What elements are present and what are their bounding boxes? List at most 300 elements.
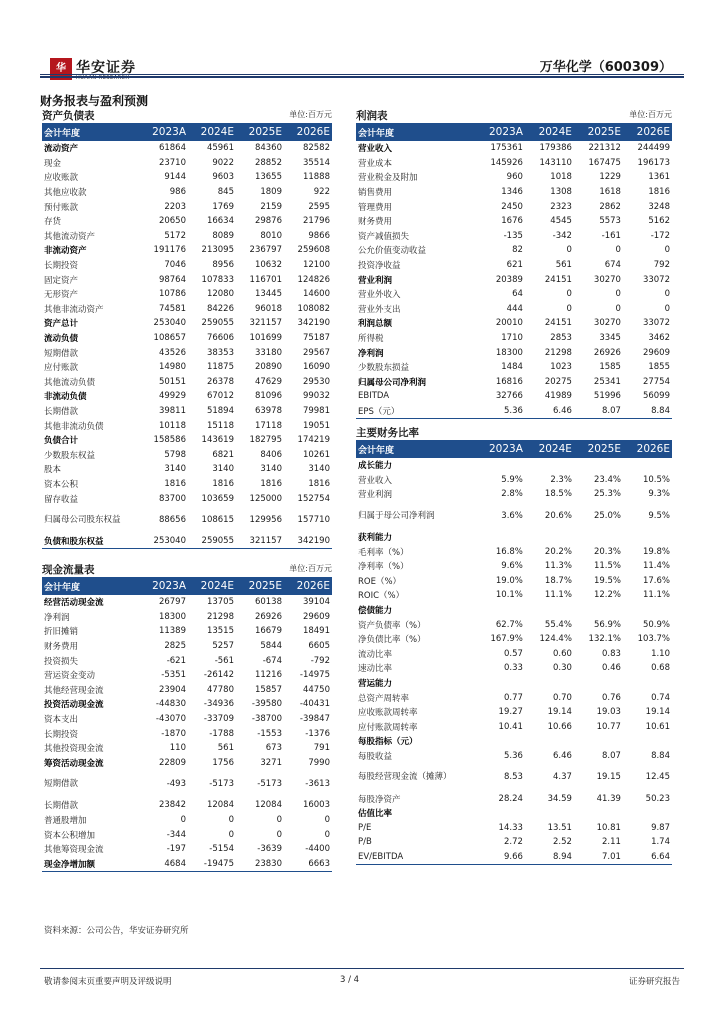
table-cell: -161 <box>601 230 621 241</box>
income-statement-title-text: 利润表 <box>356 110 388 122</box>
table-cell: 13.51 <box>547 822 572 833</box>
table-row <box>356 559 672 574</box>
table-cell: 2.72 <box>503 837 523 848</box>
table-cell: 0 <box>566 289 572 300</box>
table-cell: 10.1% <box>495 590 523 601</box>
table-cell: 19.15 <box>596 772 621 783</box>
table-cell: -3613 <box>305 779 330 790</box>
table-cell: 16003 <box>302 800 330 811</box>
table-cell: 64 <box>512 289 523 300</box>
table-cell: 158586 <box>153 435 186 446</box>
income-statement-table <box>356 123 672 419</box>
table-cell <box>574 603 623 618</box>
row-label: 财务费用 <box>44 642 79 653</box>
table-cell: 10.5% <box>642 474 670 485</box>
table-row <box>356 791 672 806</box>
row-label: P/B <box>358 837 372 848</box>
table-row <box>356 749 672 764</box>
table-row <box>42 418 332 433</box>
table-row <box>42 258 332 273</box>
table-cell: 28.24 <box>498 793 523 804</box>
table-cell: -344 <box>166 829 186 840</box>
row-label: 毛利率（%） <box>358 547 409 558</box>
table-cell: 62.7% <box>495 619 523 630</box>
row-label: 其他投资现金流 <box>44 744 104 755</box>
table-row <box>42 229 332 244</box>
row-label: 所得税 <box>358 334 384 345</box>
table-row <box>42 302 332 317</box>
row-label: 归属于母公司净利润 <box>358 510 435 521</box>
row-label: 短期借款 <box>44 779 79 790</box>
row-label: 非流动资产 <box>44 246 87 257</box>
table-row <box>356 272 672 287</box>
row-label: 经营活动现金流 <box>44 598 104 609</box>
table-cell: 14600 <box>302 289 330 300</box>
data-source-note: 资料来源：公司公告，华安证券研究所 <box>44 926 189 936</box>
table-cell: 23710 <box>158 157 186 168</box>
table-cell: 3.6% <box>501 510 523 521</box>
row-label: 偿债能力 <box>358 606 393 617</box>
table-cell: 132.1% <box>588 634 621 645</box>
table-row <box>42 433 332 448</box>
table-row <box>356 331 672 346</box>
table-cell: 182795 <box>249 435 282 446</box>
row-label: 净利率（%） <box>358 562 409 573</box>
row-label: 利润总额 <box>358 319 393 330</box>
table-cell: 82 <box>512 245 523 256</box>
table-cell: 26926 <box>254 611 282 622</box>
table-cell: 3140 <box>260 464 282 475</box>
table-row <box>356 632 672 647</box>
balance-sheet-table <box>42 123 332 549</box>
logo-subtitle: HUAAN RESEARCH <box>76 75 130 81</box>
table-cell: -172 <box>650 230 670 241</box>
table-cell: -34936 <box>203 699 234 710</box>
table-row <box>42 756 332 771</box>
row-label: ROE（%） <box>358 576 402 587</box>
table-cell: 8406 <box>260 449 282 460</box>
table-row <box>42 683 332 698</box>
table-row <box>42 595 332 610</box>
table-cell: 79981 <box>302 405 330 416</box>
table-cell: 3248 <box>648 201 670 212</box>
table-cell: 49929 <box>158 391 186 402</box>
table-row <box>356 850 672 865</box>
table-cell: 2.11 <box>602 837 621 848</box>
table-cell: 3271 <box>260 757 282 768</box>
table-cell: 45961 <box>206 143 234 154</box>
table-row <box>42 170 332 185</box>
table-cell: 3462 <box>648 333 670 344</box>
table-cell <box>574 734 623 749</box>
column-header-label: 会计年度 <box>42 123 140 141</box>
company-ticker: 万华化学（600309） <box>539 60 672 75</box>
column-header-year: 2023A <box>476 440 525 458</box>
table-cell: -40431 <box>299 699 330 710</box>
table-cell: 16.8% <box>495 546 523 557</box>
table-row <box>356 502 672 530</box>
table-cell: 0 <box>615 289 621 300</box>
table-cell: 15857 <box>254 684 282 695</box>
table-row <box>42 653 332 668</box>
table-cell: 1.74 <box>651 837 670 848</box>
table-cell: 55.4% <box>544 619 572 630</box>
row-label: 非流动负债 <box>44 392 87 403</box>
table-cell: 236797 <box>249 245 282 256</box>
row-label: 速动比率 <box>358 664 393 675</box>
table-cell: 30270 <box>593 274 621 285</box>
table-cell: 7990 <box>308 757 330 768</box>
table-cell: -561 <box>214 655 234 666</box>
table-cell: 2.52 <box>552 837 572 848</box>
table-cell: 6.46 <box>525 404 574 419</box>
row-label: 资本支出 <box>44 715 79 726</box>
table-cell: 21796 <box>302 216 330 227</box>
table-cell <box>574 530 623 545</box>
table-cell: 14980 <box>158 362 186 373</box>
table-cell: 321157 <box>249 318 282 329</box>
section-row <box>356 676 672 691</box>
table-cell: -5351 <box>161 670 186 681</box>
table-cell: 10.61 <box>645 721 670 732</box>
company-logo-icon: 华 <box>50 58 72 80</box>
row-label: 营业税金及附加 <box>358 173 418 184</box>
table-cell: 0 <box>664 245 670 256</box>
table-header-row <box>42 123 332 141</box>
table-cell: 21298 <box>206 611 234 622</box>
table-row <box>356 185 672 200</box>
table-cell: 3345 <box>599 333 621 344</box>
row-label: 财务费用 <box>358 217 393 228</box>
column-header-year: 2026E <box>623 440 672 458</box>
table-cell: 2862 <box>599 201 621 212</box>
table-row <box>356 156 672 171</box>
table-cell <box>476 676 525 691</box>
table-cell: 321157 <box>236 534 284 549</box>
table-cell: 11.4% <box>642 561 670 572</box>
table-cell: 11389 <box>158 626 186 637</box>
table-cell: 67012 <box>206 391 234 402</box>
table-cell: 16679 <box>254 626 282 637</box>
row-label: 短期借款 <box>44 348 79 359</box>
table-cell: 9.87 <box>651 822 670 833</box>
row-label: 营运能力 <box>358 679 393 690</box>
table-cell: 9.66 <box>476 850 525 865</box>
row-label: 公允价值变动收益 <box>358 246 427 257</box>
balance-sheet-block <box>42 108 332 549</box>
table-row <box>356 229 672 244</box>
row-label: 长期投资 <box>44 729 79 740</box>
table-cell: 34.59 <box>547 793 572 804</box>
table-cell: 4684 <box>140 857 188 872</box>
row-label: 每股净资产 <box>358 794 401 805</box>
table-cell: 11875 <box>206 362 234 373</box>
row-label: 股本 <box>44 465 62 476</box>
column-header-year: 2024E <box>525 123 574 141</box>
table-cell: 8.07 <box>602 750 621 761</box>
table-cell: 259608 <box>297 245 330 256</box>
table-cell: 1710 <box>501 333 523 344</box>
table-cell <box>525 676 574 691</box>
table-cell: 20.2% <box>544 546 572 557</box>
table-cell: 108082 <box>297 303 330 314</box>
table-row <box>356 574 672 589</box>
table-cell: -39847 <box>299 714 330 725</box>
table-cell <box>623 806 672 821</box>
table-cell: 6663 <box>284 857 332 872</box>
page-number: 3 / 4 <box>340 975 360 985</box>
row-label: 营业成本 <box>358 158 393 169</box>
table-cell: 9.3% <box>648 489 670 500</box>
table-cell: -1376 <box>305 728 330 739</box>
table-cell: 175361 <box>490 143 523 154</box>
row-label: 负债合计 <box>44 436 79 447</box>
table-cell: 21298 <box>544 347 572 358</box>
table-row <box>356 647 672 662</box>
table-cell: 10632 <box>254 260 282 271</box>
table-cell: 342190 <box>284 534 332 549</box>
income-statement-block <box>356 108 672 419</box>
row-label: 普通股增加 <box>44 816 87 827</box>
table-cell: 174219 <box>297 435 330 446</box>
table-cell: 0 <box>566 303 572 314</box>
table-cell: 43526 <box>158 347 186 358</box>
row-label: 长期投资 <box>44 261 79 272</box>
row-label: 筹资活动现金流 <box>44 758 104 769</box>
table-cell: 561 <box>217 743 234 754</box>
table-row <box>356 302 672 317</box>
table-cell: 5.36 <box>476 404 525 419</box>
table-cell: 24151 <box>544 318 572 329</box>
row-label: 应付账款周转率 <box>358 722 418 733</box>
table-row <box>42 156 332 171</box>
table-cell: 17118 <box>254 420 282 431</box>
row-label: 每股收益 <box>358 751 393 762</box>
table-cell: -1553 <box>257 728 282 739</box>
table-cell: 19051 <box>302 420 330 431</box>
row-label: ROIC（%） <box>358 591 405 602</box>
table-cell: 1816 <box>260 478 282 489</box>
table-row <box>42 272 332 287</box>
table-cell: 152754 <box>297 493 330 504</box>
table-cell: -14975 <box>299 670 330 681</box>
table-cell: 12084 <box>254 800 282 811</box>
table-cell <box>525 603 574 618</box>
table-cell: 20275 <box>544 376 572 387</box>
table-cell <box>476 734 525 749</box>
table-cell: -342 <box>552 230 572 241</box>
table-cell: 108615 <box>201 514 234 525</box>
table-cell: 792 <box>653 260 670 271</box>
balance-sheet-unit: 单位:百万元 <box>289 110 332 119</box>
table-cell: 20650 <box>158 216 186 227</box>
table-cell: 23904 <box>158 684 186 695</box>
table-cell: 108657 <box>153 333 186 344</box>
table-cell: 8.84 <box>651 750 670 761</box>
row-label: 存货 <box>44 217 62 228</box>
table-row <box>356 835 672 850</box>
table-cell: 39104 <box>302 597 330 608</box>
table-cell: 0 <box>664 303 670 314</box>
table-cell: -5154 <box>209 844 234 855</box>
table-row <box>42 639 332 654</box>
table-cell: 2853 <box>550 333 572 344</box>
table-cell: 20.3% <box>593 546 621 557</box>
table-cell: 11.1% <box>642 590 670 601</box>
cash-flow-title-text: 现金流量表 <box>42 564 95 576</box>
row-label: 资产负债率（%） <box>358 620 426 631</box>
table-cell <box>476 806 525 821</box>
table-cell: 8089 <box>212 230 234 241</box>
row-label: 折旧摊销 <box>44 627 79 638</box>
table-row <box>356 763 672 791</box>
table-cell: 26797 <box>158 597 186 608</box>
table-cell: -621 <box>166 655 186 666</box>
table-cell: 4.37 <box>552 772 572 783</box>
table-cell: 3140 <box>212 464 234 475</box>
table-cell: 33180 <box>254 347 282 358</box>
table-cell: 0 <box>664 289 670 300</box>
table-row <box>42 726 332 741</box>
table-cell: 179386 <box>539 143 572 154</box>
column-header-year: 2024E <box>188 577 236 595</box>
table-header-row <box>356 123 672 141</box>
row-label: 营业外支出 <box>358 304 401 315</box>
table-cell: 5172 <box>164 230 186 241</box>
table-cell: 47780 <box>206 684 234 695</box>
row-label: 管理费用 <box>358 202 393 213</box>
table-cell: 143619 <box>201 435 234 446</box>
table-cell: 18491 <box>302 626 330 637</box>
table-cell: 56099 <box>642 391 670 402</box>
table-cell <box>623 530 672 545</box>
table-cell: 63978 <box>254 405 282 416</box>
table-cell: 0 <box>615 303 621 314</box>
table-cell: 10118 <box>158 420 186 431</box>
row-label: 净利润 <box>358 348 384 359</box>
table-cell: 51894 <box>206 405 234 416</box>
table-cell: 6821 <box>212 449 234 460</box>
table-cell: 29876 <box>254 216 282 227</box>
cash-flow-block <box>42 562 332 872</box>
table-row <box>356 473 672 488</box>
table-cell: 444 <box>506 303 523 314</box>
table-cell: 342190 <box>297 318 330 329</box>
table-cell: 103.7% <box>637 634 670 645</box>
table-row <box>42 199 332 214</box>
table-cell: 221312 <box>588 143 621 154</box>
table-cell <box>623 603 672 618</box>
row-label: 留存收益 <box>44 494 79 505</box>
table-cell: 23.4% <box>593 474 621 485</box>
table-cell: -493 <box>166 779 186 790</box>
table-cell: 2323 <box>550 201 572 212</box>
table-cell: -43070 <box>155 714 186 725</box>
table-cell: 196173 <box>637 157 670 168</box>
table-cell: 0.33 <box>503 663 523 674</box>
table-cell: 11216 <box>254 670 282 681</box>
row-label: 营业收入 <box>358 475 393 486</box>
table-cell: 791 <box>313 743 330 754</box>
cash-flow-unit: 单位:百万元 <box>289 564 332 573</box>
row-label: EV/EBITDA <box>356 850 476 865</box>
table-row <box>356 690 672 705</box>
table-row <box>356 617 672 632</box>
table-cell: 12080 <box>206 289 234 300</box>
table-cell: 29609 <box>302 611 330 622</box>
table-cell: 0.60 <box>552 648 572 659</box>
row-label: 营业外收入 <box>358 290 401 301</box>
table-row <box>356 588 672 603</box>
table-cell: 88656 <box>158 514 186 525</box>
table-cell: 22809 <box>158 757 186 768</box>
table-cell: 0.46 <box>602 663 621 674</box>
column-header-year: 2023A <box>476 123 525 141</box>
footer-report-type: 证券研究报告 <box>628 977 680 987</box>
table-cell: 6605 <box>308 641 330 652</box>
column-header-year: 2025E <box>236 123 284 141</box>
column-header-label: 会计年度 <box>356 440 476 458</box>
table-cell: 10.77 <box>596 721 621 732</box>
ratios-table <box>356 440 672 865</box>
table-cell: 50151 <box>158 376 186 387</box>
table-cell: 83700 <box>158 493 186 504</box>
table-cell <box>476 458 525 473</box>
table-row <box>356 214 672 229</box>
table-cell: 76606 <box>206 333 234 344</box>
table-cell: 9022 <box>212 157 234 168</box>
row-label: 获利能力 <box>358 533 393 544</box>
table-row <box>42 404 332 419</box>
table-cell: 1618 <box>599 187 621 198</box>
table-cell: 29567 <box>302 347 330 358</box>
table-cell: 1809 <box>260 187 282 198</box>
table-cell: 11888 <box>302 172 330 183</box>
table-cell: 213095 <box>201 245 234 256</box>
table-row <box>356 258 672 273</box>
table-cell: 28852 <box>254 157 282 168</box>
table-header-row <box>356 440 672 458</box>
table-cell: 5844 <box>260 641 282 652</box>
table-cell: 11.3% <box>544 561 572 572</box>
table-row <box>356 375 672 390</box>
column-header-year: 2026E <box>623 123 672 141</box>
table-cell <box>574 676 623 691</box>
row-label: 现金 <box>44 158 62 169</box>
table-row <box>356 487 672 502</box>
table-cell: 33072 <box>642 274 670 285</box>
row-label: 应收账款 <box>44 173 79 184</box>
table-cell <box>574 806 623 821</box>
row-label: 每股指标（元） <box>358 737 418 748</box>
row-label: 其他应收款 <box>44 188 87 199</box>
table-cell: -44830 <box>155 699 186 710</box>
header-divider <box>40 74 684 75</box>
table-cell: 29609 <box>642 347 670 358</box>
table-cell: 143110 <box>539 157 572 168</box>
table-cell <box>574 458 623 473</box>
table-cell: 19.14 <box>547 707 572 718</box>
table-cell: 244499 <box>637 143 670 154</box>
table-row <box>356 404 672 419</box>
row-label: 资产减值损失 <box>358 231 410 242</box>
row-label: 其他非流动资产 <box>44 304 104 315</box>
table-row <box>42 345 332 360</box>
table-cell: 960 <box>506 172 523 183</box>
table-cell: 29530 <box>302 376 330 387</box>
row-label: 流动负债 <box>44 334 79 345</box>
table-cell: 19.8% <box>642 546 670 557</box>
